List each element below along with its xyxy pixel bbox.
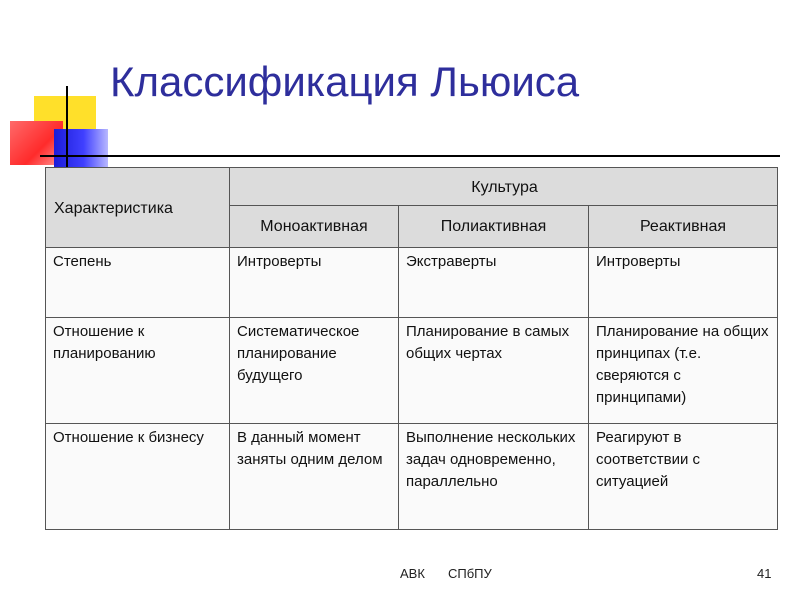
- header-polyactive: Полиактивная: [399, 206, 589, 248]
- footer-org: АВК: [400, 566, 425, 581]
- page-number: 41: [757, 566, 772, 581]
- title-underline: [40, 155, 780, 157]
- table-cell: Систематическое планирование будущего: [230, 318, 399, 424]
- footer-university: СПбПУ: [448, 566, 492, 581]
- table-row: [46, 248, 778, 318]
- header-monoactive: Моноактивная: [230, 206, 399, 248]
- lewis-classification-table: [45, 167, 778, 530]
- table-cell: Выполнение нескольких задач одновременно, параллельно: [399, 424, 589, 530]
- table-cell: Экстраверты: [399, 248, 589, 318]
- table-row: [46, 318, 778, 424]
- row-label: Степень: [46, 248, 230, 318]
- row-label: Отношение к бизнесу: [46, 424, 230, 530]
- row-label: Отношение к планированию: [46, 318, 230, 424]
- header-reactive: Реактивная: [589, 206, 778, 248]
- table-cell: В данный момент заняты одним делом: [230, 424, 399, 530]
- table-cell: Реагируют в соответствии с ситуацией: [589, 424, 778, 530]
- table-cell: Планирование на общих принципах (т.е. сверяются с принципами): [589, 318, 778, 424]
- table-cell: Интроверты: [230, 248, 399, 318]
- table-row: [46, 424, 778, 530]
- slide-title: Классификация Льюиса: [110, 58, 580, 105]
- header-characteristic: Характеристика: [46, 168, 230, 248]
- table-cell: Интроверты: [589, 248, 778, 318]
- header-culture: Культура: [230, 168, 778, 206]
- table-cell: Планирование в самых общих чертах: [399, 318, 589, 424]
- logo-vertical-line: [66, 86, 68, 176]
